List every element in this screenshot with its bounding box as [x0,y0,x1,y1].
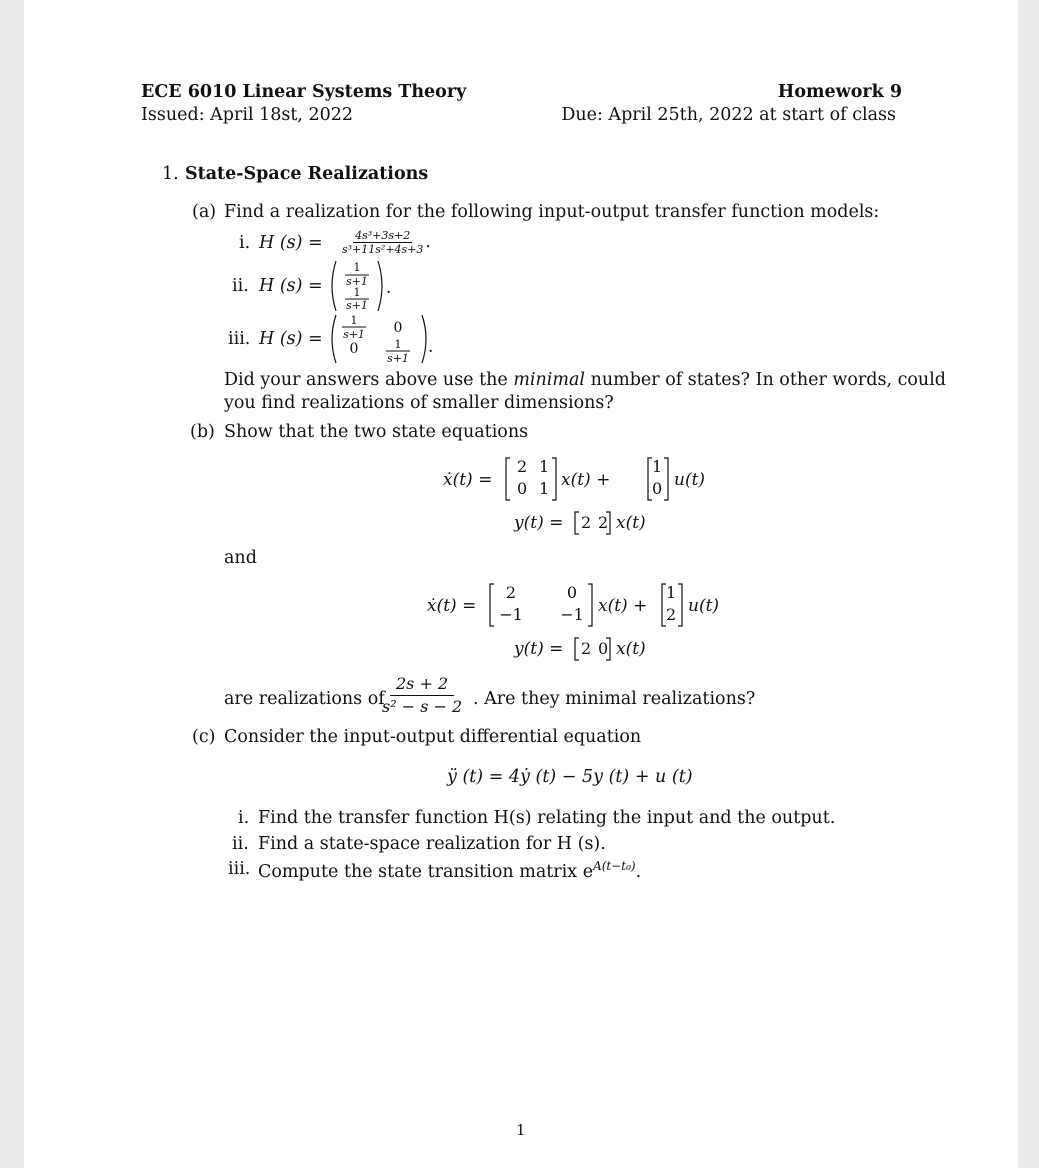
part-a-text: Find a realization for the following input-output transfer function models: [224,202,880,222]
sys1-a22: 1 [539,479,550,498]
sys1-y: y(t) = [514,513,564,533]
a-item-i-numerator: 4s³+3s+2 [355,229,411,242]
state-system-1 [424,450,744,540]
and-word: and [224,548,257,568]
c-item-iii-exponent: A(t−t₀) [593,859,636,873]
a-item-iii-label: iii. [228,329,251,349]
sys2-xdot: ẋ(t) = [427,596,477,616]
state-system-2 [424,576,744,668]
c-item-i-label: i. [238,808,250,828]
a-item-iii-diagonal-matrix [326,312,438,366]
c-differential-equation: ÿ (t) = 4ẏ (t) − 5y (t) + u (t) [447,767,693,787]
sys2-c1: 2 [581,639,592,658]
sys2-ut: u(t) [688,596,720,616]
a-ii-num2: 1 [353,286,361,299]
tf-numerator: 2s + 2 [390,676,454,696]
problem-title: State-Space Realizations [185,164,429,184]
sys2-a22: −1 [560,605,584,624]
a-item-iii-lhs: H (s) = [259,329,323,349]
sys1-b2: 0 [652,479,663,498]
a-ii-num1: 1 [353,261,361,274]
due-date: Due: April 25th, 2022 at start of class [561,105,896,125]
a-iii-num22: 1 [394,338,402,351]
a-iii-den11: s+1 [343,328,365,341]
sys1-c1: 2 [581,513,592,532]
c-item-ii-label: ii. [232,834,249,854]
sys1-b1: 1 [652,457,663,476]
sys2-a11: 2 [505,583,517,602]
sys2-b2: 2 [666,605,677,624]
sys1-xt2: x(t) [616,513,646,533]
problem-number: 1. [162,164,179,184]
part-b-label: (b) [190,422,215,442]
issued-date: Issued: April 18st, 2022 [141,105,354,125]
sys2-a21: −1 [499,605,523,624]
a-ii-den1: s+1 [346,275,368,288]
a-item-i-label: i. [239,233,251,253]
sys1-c2: 2 [598,513,609,532]
c-item-iii-text: Compute the state transition matrix $e^{A(t-t_0)}$. [258,859,642,882]
svg-text:.: . [386,278,392,298]
realize-pre: are realizations of [224,689,385,709]
a-item-ii-lhs: H (s) = [259,276,323,296]
a-item-ii-label: ii. [232,276,249,296]
a-item-i-fraction: $\frac{\text{4s³+3s+2}}{\text{s³+11s²+4s+3}}$ . [342,229,431,256]
a-iii-e12: 0 [393,320,403,336]
a-iii-den22: s+1 [387,352,409,365]
part-a-label: (a) [192,202,217,222]
tf-fraction [376,676,468,715]
part-c-text: Consider the input-output differential equation [224,727,642,747]
sys2-a12: 0 [566,583,578,602]
a-iii-e21: 0 [349,341,359,357]
sys1-xdot: ẋ(t) = [443,470,493,490]
document-page [24,0,1018,1168]
sys2-xt2: x(t) [616,639,646,659]
a-question-line2: you find realizations of smaller dimensions? [224,393,614,413]
sys2-b1: 1 [666,583,677,602]
tf-denominator: s² − s − 2 [382,697,463,716]
svg-text:.: . [428,337,434,357]
a-question-line1: Did your answers above use the minimal number of states? In other words, could [224,370,947,390]
sys1-a21: 0 [517,479,528,498]
a-item-ii-column-vector [326,258,396,314]
sys1-xt: x(t) + [561,470,611,490]
a-iii-num11: 1 [350,314,358,327]
part-c-label: (c) [192,727,216,747]
homework-title: Homework 9 [777,82,902,102]
c-item-ii-text: Find a state-space realization for H (s). [258,834,606,854]
sys2-c2: 0 [598,639,609,658]
realize-post: . Are they minimal realizations? [473,689,756,709]
a-item-i-lhs: H (s) = [259,233,323,253]
a-ii-den2: s+1 [346,299,368,312]
c-item-i-text: Find the transfer function H(s) relating the input and the output. [258,808,836,828]
sys1-ut: u(t) [674,470,706,490]
sys1-a11: 2 [517,457,528,476]
minimal-emphasis: minimal [513,370,586,390]
page-number: 1 [516,1121,526,1139]
a-item-i-denominator: s³+11s²+4s+3 [342,243,424,256]
course-title: ECE 6010 Linear Systems Theory [141,82,467,102]
sys2-y: y(t) = [514,639,564,659]
part-b-text: Show that the two state equations [224,422,529,442]
sys2-xt: x(t) + [598,596,648,616]
c-item-iii-label: iii. [228,859,251,879]
sys1-a12: 1 [539,457,550,476]
